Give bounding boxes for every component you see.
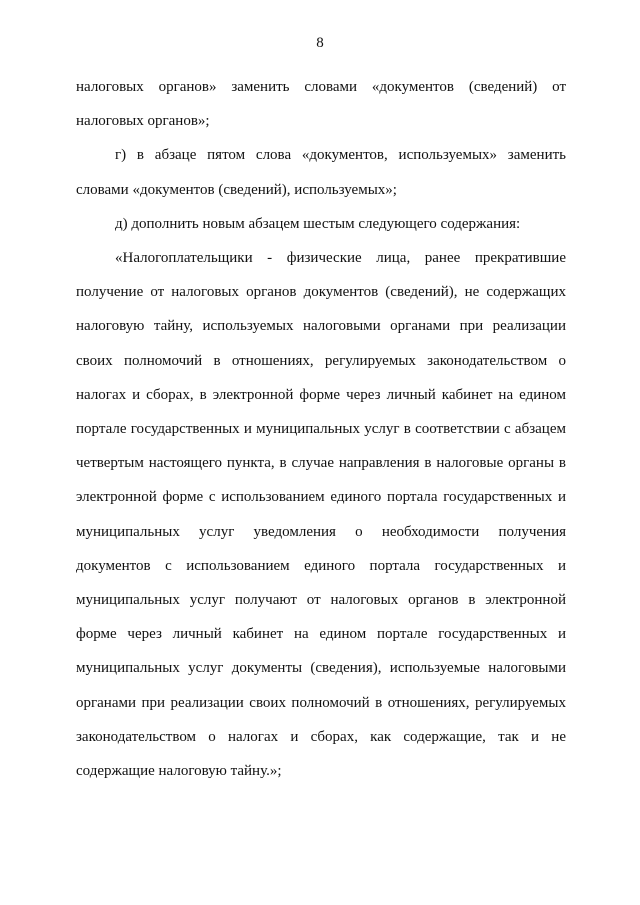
paragraph-quoted-text: «Налогоплательщики - физические лица, ранее прекратившие получение от налоговых органов документов (сведений), не содержащих налоговую тайну, используемых налоговыми органами при реализации своих полномочий в отношениях, регулируемых законодательством о налогах и сборах, в электронной форме через личный кабинет на едином портале государственных и муниципальных услуг в соответствии с абзацем четвертым настоящего пункта, в случае направления в налоговые органы в электронной форме с использованием единого портала государственных и муниципальных услуг уведомления о необходимости получения документов с использованием единого портала государственных и муниципальных услуг получают от налоговых органов в электронной форме через личный кабинет на едином портале государственных и муниципальных услуг документы (сведения), используемые налоговыми органами при реализации своих полномочий в отношениях, регулируемых законодательством о налогах и сборах, как содержащие, так и не содержащие налоговую тайну.»; <box>76 250 566 780</box>
paragraph-continuation: налоговых органов» заменить словами «документов (сведений) от налоговых органов»; <box>76 79 566 130</box>
page-number: 8 <box>316 35 324 51</box>
paragraph-item-d: д) дополнить новым абзацем шестым следующего содержания: <box>115 215 521 232</box>
paragraph-item-g: г) в абзаце пятом слова «документов, используемых» заменить словами «документов (сведений), используемых»; <box>76 147 566 198</box>
document-body <box>76 70 566 788</box>
